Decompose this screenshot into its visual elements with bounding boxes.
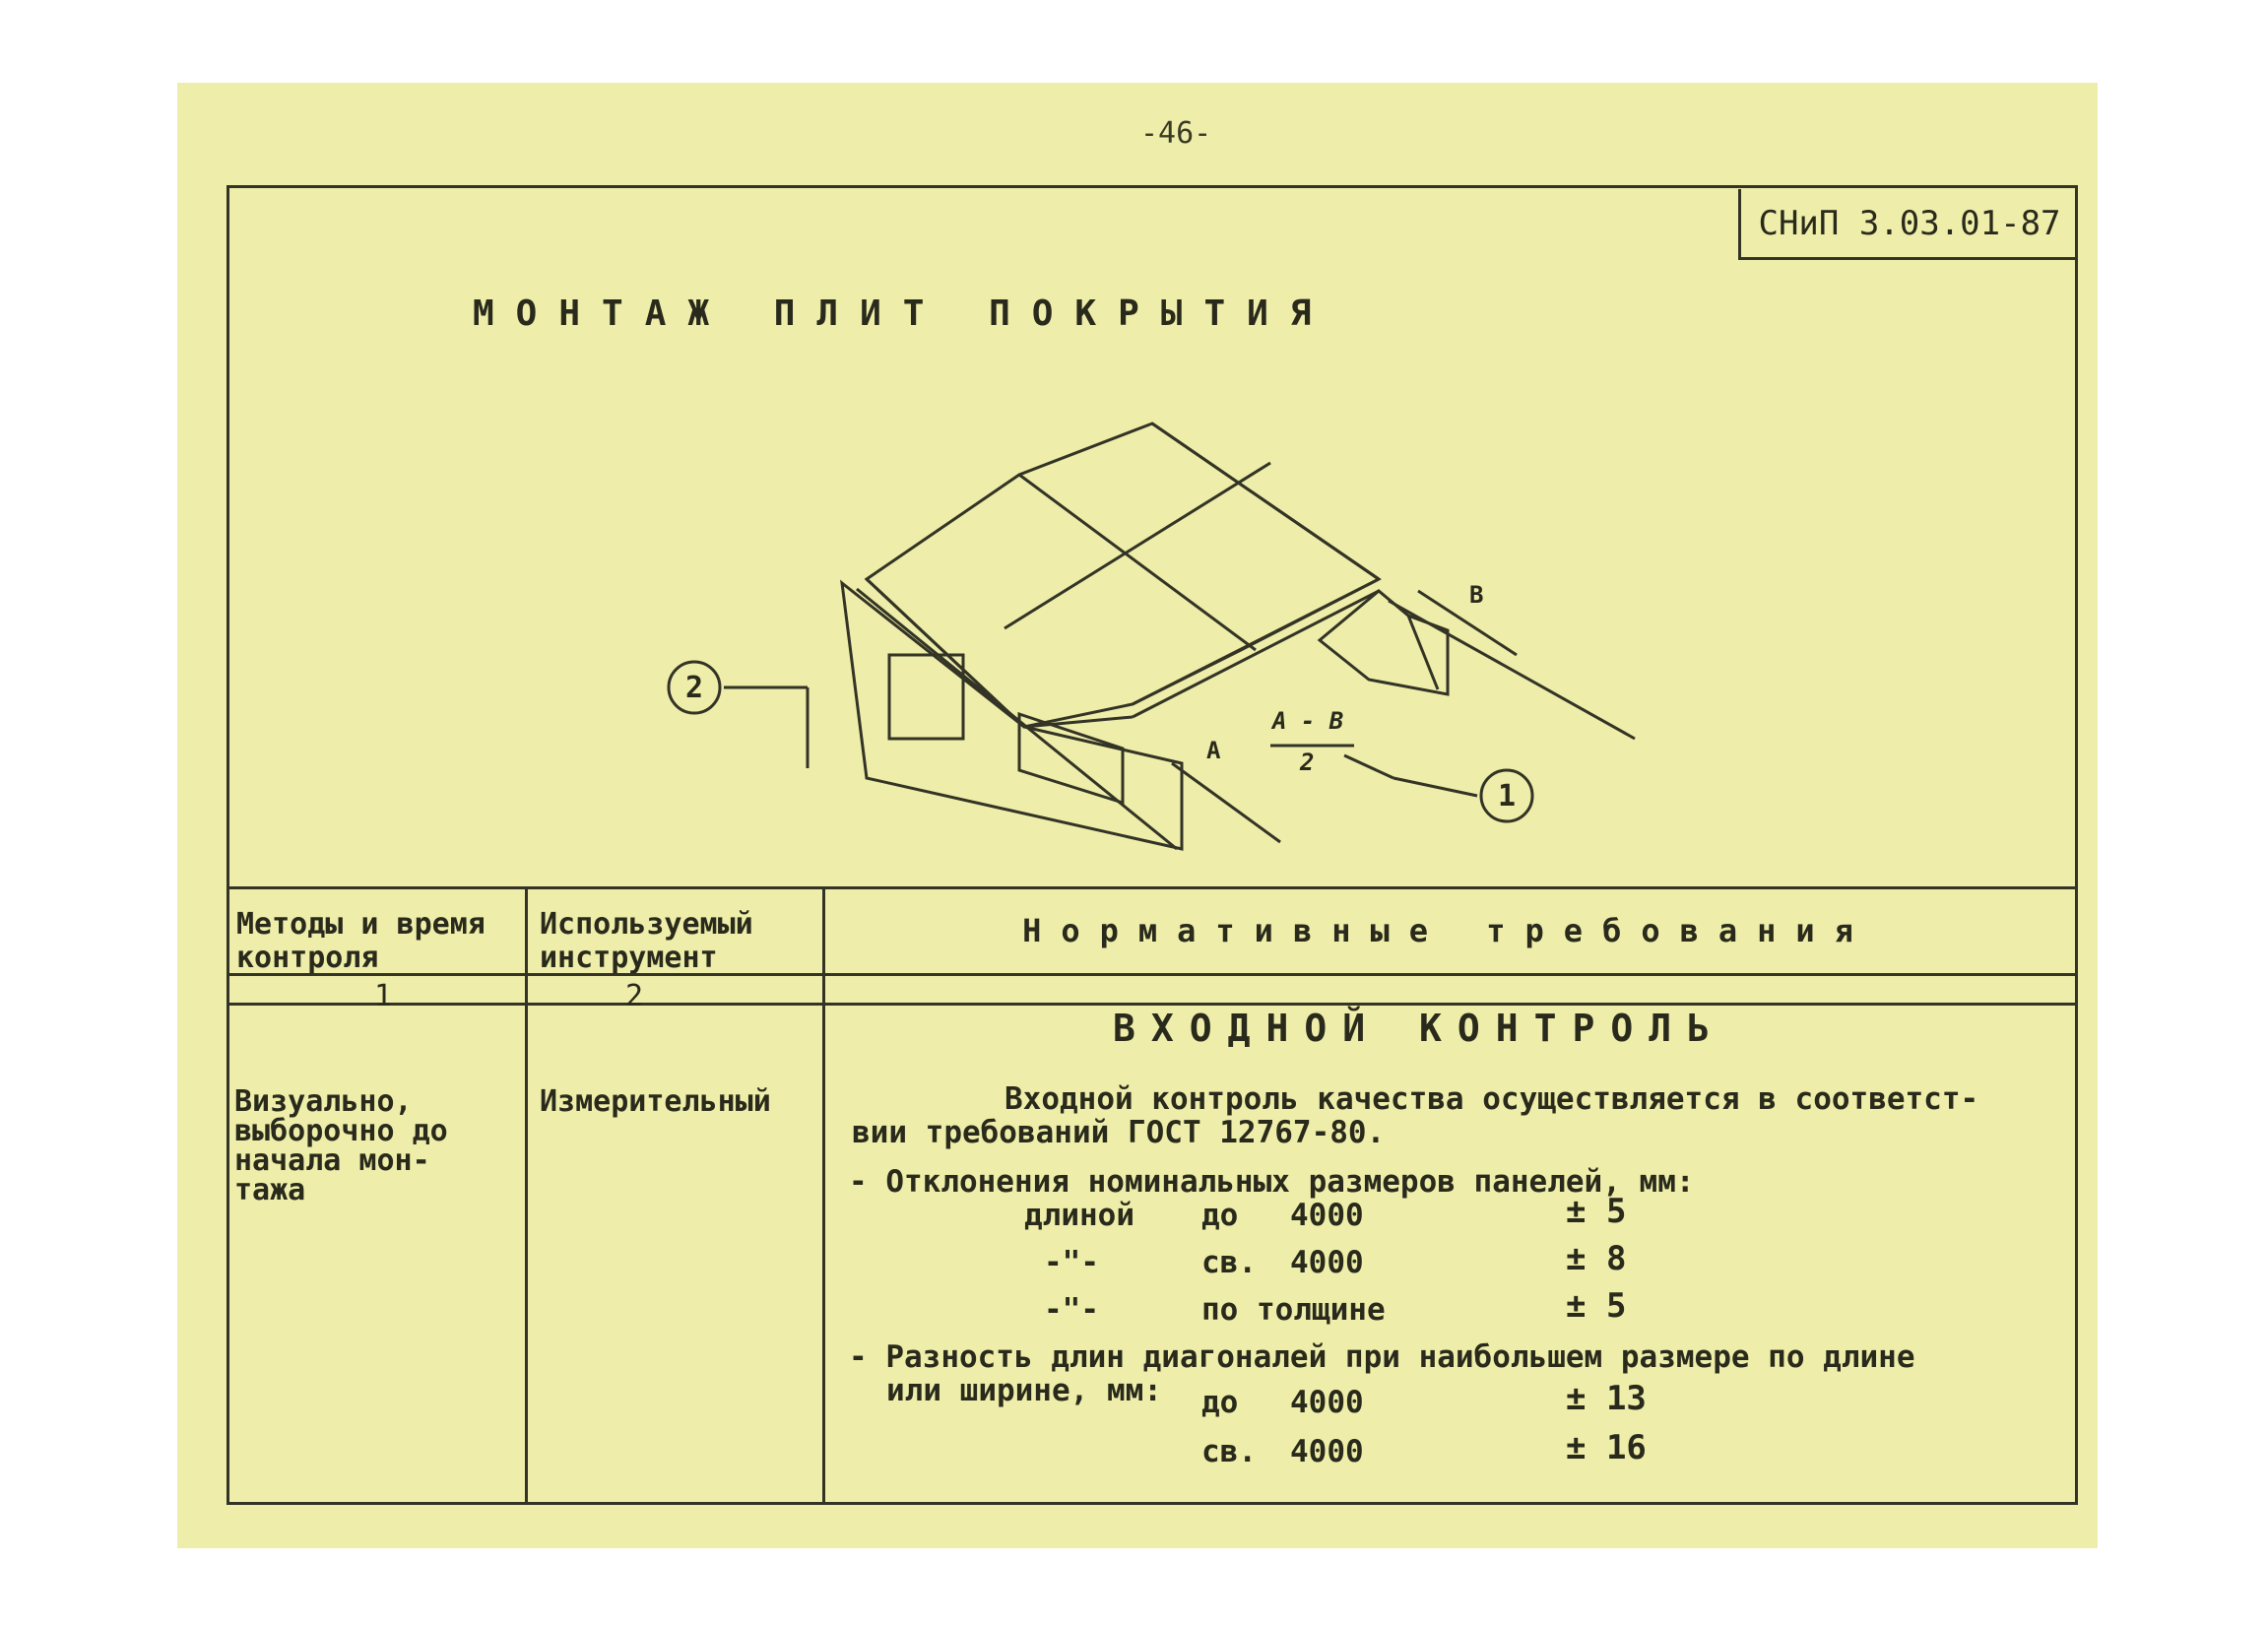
deviations-title: - Отклонения номинальных размеров панелей, мм: [849, 1164, 1695, 1200]
intro-line-1: Входной контроль качества осуществляется в соответст- [1004, 1081, 1979, 1117]
methods-cell: Визуально, выборочно до начала мон- тажа [234, 1084, 448, 1207]
deviation-param: длиной [1024, 1198, 1134, 1233]
header-methods: Методы и время контроля [236, 907, 486, 975]
diagonal-tolerance: ± 13 [1566, 1379, 1647, 1418]
diagonal-cond: до [1201, 1385, 1239, 1420]
leader-line [1393, 778, 1477, 796]
diagonals-title-line-2: или ширине, мм: [886, 1373, 1162, 1408]
formula-numerator: A - B [1272, 707, 1344, 735]
axis-line [1172, 763, 1280, 842]
instrument-cell: Измерительный [540, 1084, 771, 1119]
deviation-cond: до [1201, 1198, 1239, 1233]
deviation-cond: св. [1201, 1245, 1257, 1280]
diagonal-cond: св. [1201, 1434, 1257, 1469]
dimension-a-label: A [1206, 737, 1221, 764]
header-requirements: Нормативные требования [1022, 912, 1873, 949]
deviation-tolerance: ± 5 [1566, 1286, 1627, 1326]
drawing-title: МОНТАЖ ПЛИТ ПОКРЫТИЯ [473, 293, 1333, 334]
column-divider [525, 886, 528, 1505]
deviation-cond: по толщине [1201, 1292, 1386, 1328]
dimension-b-label: B [1469, 581, 1484, 609]
formula-denominator: 2 [1300, 749, 1315, 776]
deviation-value: 4000 [1290, 1245, 1364, 1280]
deviation-value: 4000 [1290, 1198, 1364, 1233]
diagonal-tolerance: ± 16 [1566, 1428, 1647, 1467]
slab-joint [1152, 424, 1379, 579]
slab-edge [1133, 591, 1379, 717]
callout-2-label: 2 [684, 671, 704, 705]
slab-joint [1019, 475, 1256, 650]
deviation-param: -"- [1044, 1292, 1099, 1328]
intro-line-2: вии требований ГОСТ 12767-80. [852, 1115, 1386, 1150]
column-number-1: 1 [374, 979, 393, 1013]
slab-joint [1004, 463, 1270, 628]
deviation-tolerance: ± 8 [1566, 1239, 1627, 1278]
back-truss [1320, 591, 1448, 694]
diagonal-value: 4000 [1290, 1385, 1364, 1420]
callout-1-label: 1 [1497, 779, 1517, 814]
deviation-param: -"- [1044, 1245, 1099, 1280]
leader-line [1344, 755, 1393, 778]
column-divider [822, 886, 825, 1505]
diagonal-value: 4000 [1290, 1434, 1364, 1469]
header-instrument: Используемый инструмент [540, 907, 753, 975]
table-top-border [227, 886, 2078, 889]
column-number-2: 2 [625, 979, 644, 1013]
axis-line [1389, 601, 1635, 739]
table-number-row-border [227, 1003, 2078, 1006]
page-number: -46- [1140, 116, 1212, 151]
deviation-tolerance: ± 5 [1566, 1192, 1627, 1231]
document-code-stamp: СНиП 3.03.01-87 [1738, 189, 2078, 260]
slab-edge [1133, 579, 1379, 704]
diagonals-title-line-1: - Разность длин диагоналей при наибольшем размере по длине [849, 1339, 1915, 1375]
section-title: ВХОДНОЙ КОНТРОЛЬ [1113, 1007, 1726, 1050]
roof-slabs-outline [867, 424, 1379, 727]
truss-beam-edge [857, 589, 1177, 849]
